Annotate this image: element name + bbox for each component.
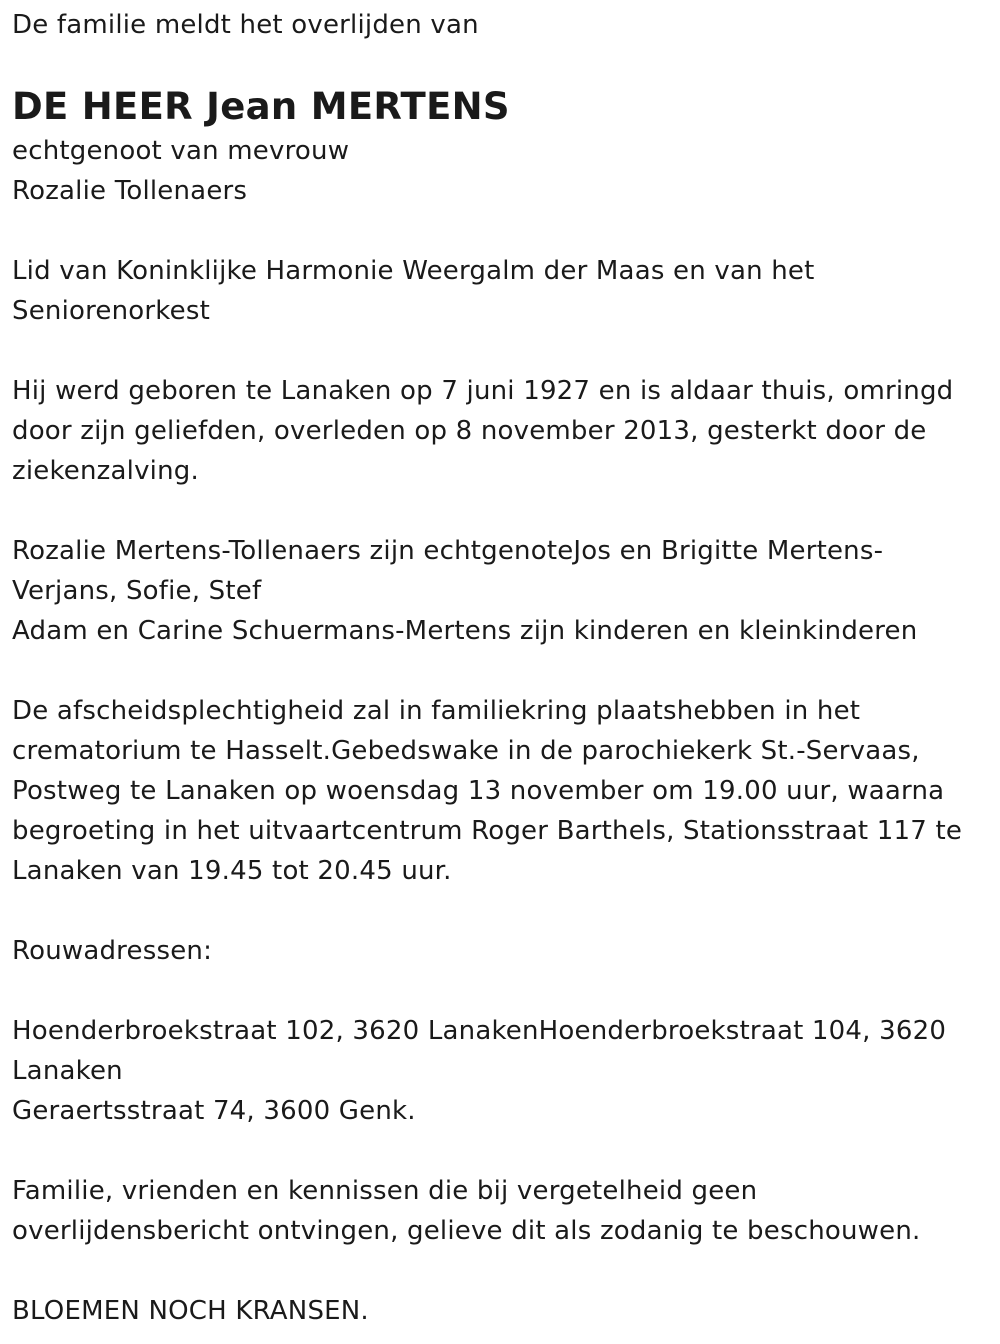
family-paragraph [12, 531, 988, 651]
membership-line: Seniorenorkest [12, 296, 210, 326]
ceremony-paragraph [12, 691, 988, 891]
biography-paragraph [12, 371, 988, 491]
addresses-paragraph [12, 1011, 988, 1131]
family-line: Verjans, Sofie, Stef [12, 576, 262, 606]
notice-paragraph [12, 1171, 988, 1251]
spacer [12, 651, 988, 691]
deceased-name: DE HEER Jean MERTENS [12, 85, 510, 128]
closing-text: BLOEMEN NOCH KRANSEN. [12, 1296, 369, 1326]
ceremony-line: crematorium te Hasselt.Gebedswake in de parochiekerk St.-Servaas, [12, 736, 920, 766]
ceremony-line: begroeting in het uitvaartcentrum Roger Barthels, Stationsstraat 117 te [12, 816, 963, 846]
spacer [12, 1251, 988, 1291]
address-line: Lanaken [12, 1056, 123, 1086]
intro-text: De familie meldt het overlijden van [12, 10, 479, 40]
spacer [12, 211, 988, 251]
biography-line: Hij werd geboren te Lanaken op 7 juni 1927 en is aldaar thuis, omringd [12, 376, 954, 406]
addresses-heading: Rouwadressen: [12, 936, 213, 966]
spacer [12, 891, 988, 931]
address-line: Hoenderbroekstraat 102, 3620 LanakenHoenderbroekstraat 104, 3620 [12, 1016, 947, 1046]
ceremony-line: Lanaken van 19.45 tot 20.45 uur. [12, 856, 452, 886]
spacer [12, 1131, 988, 1171]
spacer [12, 491, 988, 531]
address-line: Geraertsstraat 74, 3600 Genk. [12, 1096, 416, 1126]
spouse-line-1: echtgenoot van mevrouw [12, 136, 350, 166]
ceremony-line: De afscheidsplechtigheid zal in familiekring plaatshebben in het [12, 696, 861, 726]
ceremony-line: Postweg te Lanaken op woensdag 13 november om 19.00 uur, waarna [12, 776, 945, 806]
spacer [12, 331, 988, 371]
membership-paragraph [12, 251, 988, 331]
biography-line: door zijn geliefden, overleden op 8 november 2013, gesterkt door de [12, 416, 927, 446]
family-line: Adam en Carine Schuermans-Mertens zijn kinderen en kleinkinderen [12, 616, 918, 646]
notice-line: Familie, vrienden en kennissen die bij vergetelheid geen [12, 1176, 758, 1206]
spacer [12, 971, 988, 1011]
biography-line: ziekenzalving. [12, 456, 199, 486]
spouse-line-2: Rozalie Tollenaers [12, 176, 248, 206]
family-line: Rozalie Mertens-Tollenaers zijn echtgenoteJos en Brigitte Mertens- [12, 536, 884, 566]
notice-line: overlijdensbericht ontvingen, gelieve dit als zodanig te beschouwen. [12, 1216, 921, 1246]
membership-line: Lid van Koninklijke Harmonie Weergalm der Maas en van het [12, 256, 815, 286]
